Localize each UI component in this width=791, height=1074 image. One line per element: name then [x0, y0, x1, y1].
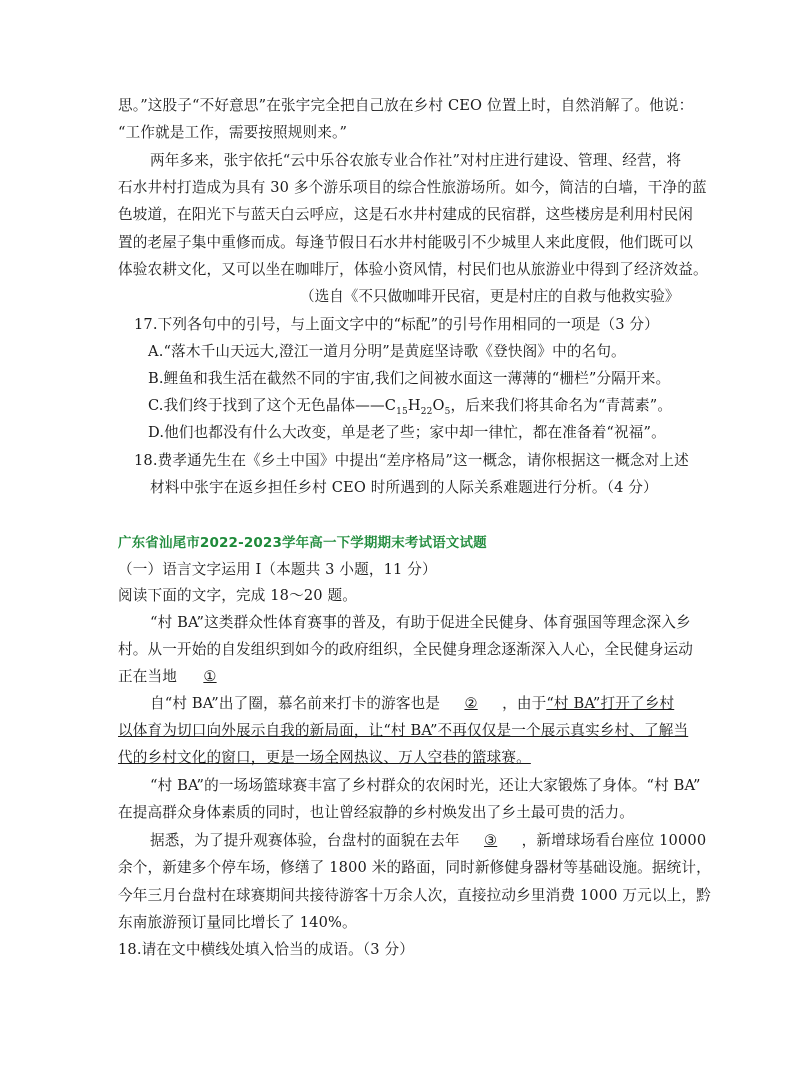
instruction: 阅读下面的文字，完成 18～20 题。 [118, 587, 357, 604]
option-c: C.我们终于找到了这个无色晶体$——C_{15}H_{22}O_5$，后来我们将其命名为“青蒿素”。 [148, 397, 673, 417]
passage-line: 两年多来，张宇依托“云中乐谷农旅专业合作社”对村庄进行建设、管理、经营，将 [150, 152, 682, 169]
passage-line: “工作就是工作，需要按照规则来。” [118, 124, 348, 141]
passage-line: 思。”这股子“不好意思”在张宇完全把自己放在乡村 CEO 位置上时，自然消解了。他说： [118, 97, 694, 114]
blank-3: ③ [484, 832, 498, 849]
underlined-sentence: 以体育为切口向外展示自我的新局面，让“村 BA”不再仅仅是一个展示真实乡村、了解当 [118, 722, 689, 739]
section-heading: 广东省汕尾市2022-2023学年高一下学期期末考试语文试题 [118, 535, 487, 551]
blank-1: ① [203, 668, 217, 685]
passage-line: 置的老屋子集中重修而成。每逢节假日石水井村能吸引不少城里人来此度假，他们既可以 [118, 234, 694, 251]
passage-line: “村 BA”这类群众性体育赛事的普及，有助于促进全民健身、体育强国等理念深入乡 [150, 614, 691, 631]
option-a: A.“落木千山天远大,澄江一道月分明”是黄庭坚诗歌《登快阁》中的名句。 [148, 343, 626, 360]
underlined-sentence: 代的乡村文化的窗口，更是一场全网热议、万人空巷的篮球赛。 [118, 749, 531, 766]
passage-line: 今年三月台盘村在球赛期间共接待游客十万余人次，直接拉动乡里消费 1000 万元以上，黔 [118, 887, 711, 904]
part-heading: （一）语言文字运用 I（本题共 3 小题，11 分） [118, 561, 437, 578]
passage-line: 在提高群众身体素质的同时，也让曾经寂静的乡村焕发出了乡土最可贵的活力。 [118, 804, 635, 821]
passage-line: “村 BA”的一场场篮球赛丰富了乡村群众的农闲时光，还让大家锻炼了身体。“村 BA” [150, 777, 701, 794]
source-citation: （选自《不只做咖啡开民宿，更是村庄的自救与他救实验》 [300, 288, 680, 305]
passage-line: 色坡道，在阳光下与蓝天白云呼应，这是石水井村建成的民宿群，这些楼房是利用村民闲 [118, 206, 694, 223]
passage-line: 体验农耕文化，又可以坐在咖啡厅，体验小资风情，村民们也从旅游业中得到了经济效益。 [118, 261, 708, 278]
option-b: B.鲤鱼和我生活在截然不同的宇宙,我们之间被水面这一薄薄的“栅栏”分隔开来。 [148, 370, 671, 387]
option-d: D.他们也都没有什么大改变，单是老了些；家中却一律忙，都在准备着“祝福”。 [148, 424, 666, 441]
passage-line: 东南旅游预订量同比增长了 140%。 [118, 914, 357, 931]
question-17-stem: 17.下列各句中的引号，与上面文字中的“标配”的引号作用相同的一项是（3 分） [134, 316, 659, 333]
question-18-stem: 18.费孝通先生在《乡土中国》中提出“差序格局”这一概念，请你根据这一概念对上述 [134, 452, 689, 469]
passage-line: 余个，新建多个停车场，修缮了 1800 米的路面，同时新修健身器材等基础设施。据统计， [118, 859, 711, 876]
passage-line: 据悉，为了提升观赛体验，台盘村的面貌在去年 ③ ，新增球场看台座位 10000 [150, 832, 707, 849]
passage-line: 村。从一开始的自发组织到如今的政府组织，全民健身理念逐渐深入人心，全民健身运动 [118, 641, 694, 658]
blank-2: ② [464, 695, 478, 712]
passage-line: 自“村 BA”出了圈，慕名前来打卡的游客也是 ② ，由于“村 BA”打开了乡村 [150, 695, 675, 712]
passage-line: 石水井村打造成为具有 30 多个游乐项目的综合性旅游场所。如今，简洁的白墙，干净的蓝 [118, 179, 707, 196]
passage-line: 正在当地 ① [118, 667, 678, 687]
underlined-sentence: “村 BA”打开了乡村 [546, 695, 675, 712]
question-18-stem-cont: 材料中张宇在返乡担任乡村 CEO 时所遇到的人际关系难题进行分析。（4 分） [150, 479, 658, 496]
question-18-stem: 18.请在文中横线处填入恰当的成语。（3 分） [118, 941, 414, 958]
